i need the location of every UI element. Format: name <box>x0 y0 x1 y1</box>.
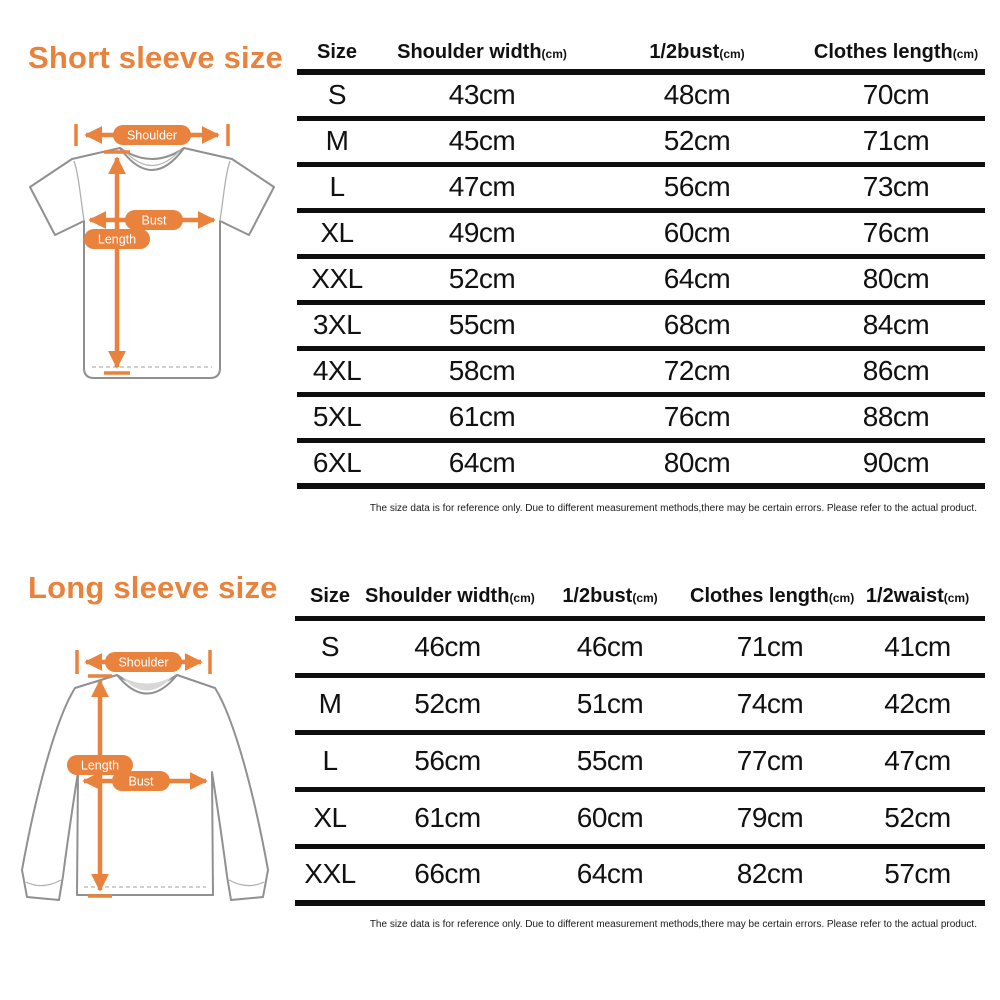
cell-size: XXL <box>304 858 356 890</box>
column-header-half-bust: 1/2bust(cm) <box>562 585 658 608</box>
cell-waist: 42cm <box>884 687 951 719</box>
column-header-shoulder-width: Shoulder width(cm) <box>397 41 567 63</box>
cell-length: 86cm <box>862 355 930 386</box>
table-row <box>295 732 985 789</box>
cell-shoulder: 61cm <box>448 401 516 432</box>
cell-shoulder: 45cm <box>448 125 516 156</box>
cell-waist: 41cm <box>884 630 951 662</box>
cell-shoulder: 47cm <box>448 171 516 202</box>
cell-shoulder: 55cm <box>448 309 516 340</box>
table-row <box>297 210 985 256</box>
column-header-half-waist: 1/2waist(cm) <box>865 585 970 608</box>
shoulder-label: Shoulder <box>118 655 169 670</box>
cell-length: 79cm <box>736 801 804 833</box>
short-sleeve-title: Short sleeve size <box>28 40 283 75</box>
shoulder-label: Shoulder <box>126 128 178 143</box>
cell-length: 84cm <box>862 309 930 340</box>
cell-shoulder: 46cm <box>414 630 481 662</box>
cell-length: 80cm <box>862 263 930 294</box>
cell-bust: 72cm <box>663 355 731 386</box>
table-row <box>297 256 985 302</box>
cell-length: 88cm <box>862 401 930 432</box>
bust-label: Bust <box>141 213 167 228</box>
header-row <box>295 578 985 618</box>
table-row <box>295 846 985 903</box>
cell-bust: 55cm <box>576 744 644 776</box>
table-row <box>297 118 985 164</box>
cell-size: L <box>329 171 345 202</box>
column-header-clothes-length: Clothes length(cm) <box>813 41 979 63</box>
cell-bust: 76cm <box>663 401 731 432</box>
header-row <box>297 36 985 72</box>
cell-length: 71cm <box>862 125 930 156</box>
length-label: Length <box>80 758 120 773</box>
length-label-pill <box>84 229 150 249</box>
cell-bust: 48cm <box>663 79 731 111</box>
cell-length: 77cm <box>736 744 804 776</box>
cell-shoulder: 58cm <box>448 355 516 386</box>
cell-shoulder: 52cm <box>448 263 516 294</box>
long-sleeve-title: Long sleeve size <box>28 570 278 605</box>
cell-length: 82cm <box>736 858 804 890</box>
table-row <box>297 394 985 440</box>
long-sleeve-size-table <box>295 578 985 906</box>
cell-size: S <box>327 79 347 111</box>
short-sleeve-size-table <box>297 36 985 489</box>
shoulder-label-pill <box>113 125 191 145</box>
bust-label-pill <box>112 771 170 791</box>
cell-waist: 47cm <box>884 744 951 776</box>
cell-waist: 52cm <box>884 801 951 833</box>
cell-bust: 64cm <box>663 263 731 294</box>
cell-size: M <box>325 125 349 156</box>
cell-length: 73cm <box>862 171 930 202</box>
tshirt-outline <box>30 148 274 378</box>
table-row <box>295 675 985 732</box>
cell-shoulder: 52cm <box>414 687 481 719</box>
table-row <box>297 72 985 118</box>
cell-length: 71cm <box>736 630 804 662</box>
cell-size: S <box>320 630 340 662</box>
short-sleeve-shirt-diagram <box>12 122 292 412</box>
cell-bust: 56cm <box>663 171 731 202</box>
cell-waist: 57cm <box>884 858 951 890</box>
cell-length: 74cm <box>736 687 804 719</box>
cell-bust: 80cm <box>663 446 731 478</box>
cell-size: XXL <box>311 263 363 294</box>
cell-bust: 60cm <box>663 217 731 248</box>
cell-size: 3XL <box>312 309 362 340</box>
shoulder-label-pill <box>105 652 182 672</box>
cell-bust: 64cm <box>576 858 644 890</box>
cell-shoulder: 43cm <box>448 79 516 111</box>
table-row <box>297 302 985 348</box>
cell-bust: 46cm <box>576 630 644 662</box>
cell-shoulder: 66cm <box>414 858 481 890</box>
table-row <box>297 348 985 394</box>
cell-bust: 60cm <box>576 801 644 833</box>
bust-label: Bust <box>128 774 154 789</box>
cell-size: M <box>318 687 342 719</box>
cell-size: L <box>322 744 338 776</box>
cell-shoulder: 56cm <box>414 744 481 776</box>
column-header-shoulder-width: Shoulder width(cm) <box>365 585 535 608</box>
table-row <box>295 618 985 675</box>
short-sleeve-footnote: The size data is for reference only. Due to different measurement methods,there may be certain errors. Please refer to the actual product. <box>369 503 977 514</box>
cell-size: 5XL <box>312 401 362 432</box>
cell-size: XL <box>313 801 347 833</box>
column-header-size: Size <box>316 41 358 63</box>
bust-label-pill <box>125 210 183 230</box>
cell-size: 6XL <box>312 446 362 478</box>
table-row <box>295 789 985 846</box>
long-sleeve-shirt-diagram <box>10 648 290 938</box>
column-header-size: Size <box>309 585 351 608</box>
cell-length: 76cm <box>862 217 930 248</box>
cell-length: 90cm <box>862 446 930 478</box>
cell-shoulder: 49cm <box>448 217 516 248</box>
long-sleeve-footnote: The size data is for reference only. Due to different measurement methods,there may be certain errors. Please refer to the actual product. <box>369 919 977 930</box>
column-header-clothes-length: Clothes length(cm) <box>690 585 855 608</box>
cell-shoulder: 64cm <box>448 446 516 478</box>
table-row <box>297 440 985 486</box>
cell-bust: 68cm <box>663 309 731 340</box>
cell-shoulder: 61cm <box>414 801 481 833</box>
cell-bust: 51cm <box>576 687 644 719</box>
column-header-half-bust: 1/2bust(cm) <box>649 41 745 63</box>
cell-size: 4XL <box>312 355 362 386</box>
table-row <box>297 164 985 210</box>
cell-size: XL <box>320 217 354 248</box>
cell-bust: 52cm <box>663 125 731 156</box>
length-label: Length <box>97 232 137 247</box>
cell-length: 70cm <box>862 79 930 111</box>
